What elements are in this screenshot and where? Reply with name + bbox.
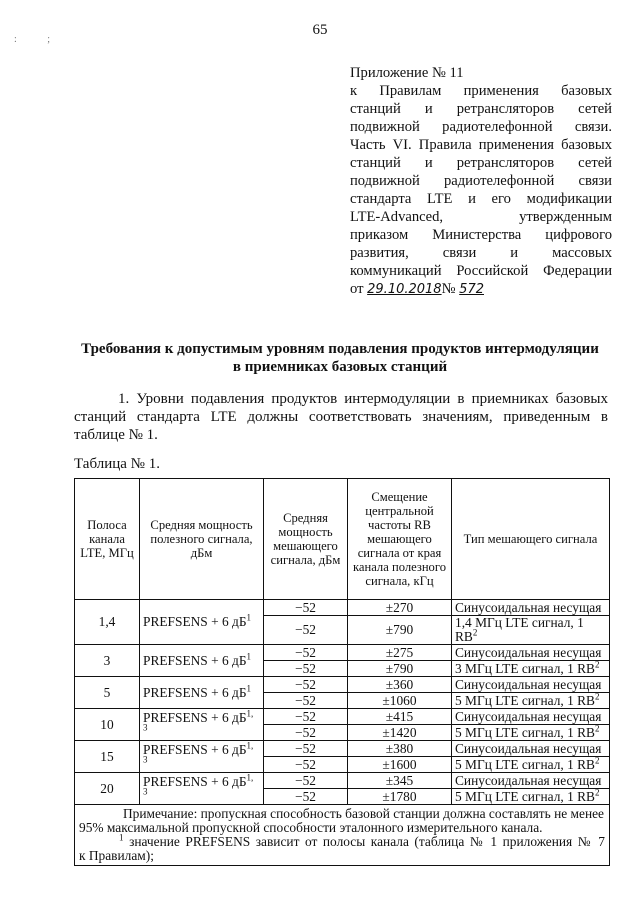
table-row bbox=[75, 645, 610, 661]
interferer-level-cell: −52 bbox=[264, 741, 348, 757]
offset-cell: ±1060 bbox=[348, 693, 452, 709]
signal-type-footnote-marker: 2 bbox=[594, 787, 600, 798]
signal-type-footnote-marker: 2 bbox=[472, 627, 478, 638]
appendix-line: стандарта LTE и его модификации bbox=[350, 191, 612, 207]
table-header-row bbox=[75, 479, 610, 600]
offset-cell: ±790 bbox=[348, 616, 452, 645]
signal-type-footnote-marker: 2 bbox=[594, 723, 600, 734]
body-paragraph bbox=[74, 390, 608, 444]
signal-type-text: Синусоидальная несущая bbox=[455, 740, 602, 756]
header-cell: Средняя мощность мешающего сигнала, дБм bbox=[264, 479, 348, 600]
table-row bbox=[75, 741, 610, 757]
paragraph-first-line: 1. Уровни подавления продуктов интермодуляции в приемниках базовых bbox=[118, 391, 608, 407]
appendix-line: к Правилам применения базовых bbox=[350, 83, 612, 99]
table-row bbox=[75, 773, 610, 789]
power-footnote-marker: 1 bbox=[246, 683, 252, 694]
signal-type-cell bbox=[452, 661, 610, 677]
appendix-block bbox=[350, 64, 612, 299]
signal-type-text: Синусоидальная несущая bbox=[455, 772, 602, 788]
signal-type-cell bbox=[452, 677, 610, 693]
document-heading bbox=[70, 340, 610, 376]
heading-line: в приемниках базовых станций bbox=[232, 359, 448, 375]
power-cell bbox=[140, 709, 264, 741]
power-text: PREFSENS + 6 дБ bbox=[143, 614, 247, 629]
signal-type-cell bbox=[452, 616, 610, 645]
footnote-text: значение PREFSENS зависит от полосы канала (таблица № 1 приложения № 7 bbox=[129, 834, 605, 849]
offset-cell: ±270 bbox=[348, 600, 452, 616]
power-footnote-marker: 1, 3 bbox=[143, 740, 254, 765]
power-cell bbox=[140, 741, 264, 773]
signal-type-footnote-marker: 2 bbox=[594, 659, 600, 670]
signal-type-text: 1,4 МГц LTE сигнал, 1 RB bbox=[455, 615, 584, 644]
appendix-line: станций и ретрансляторов сетей bbox=[350, 101, 612, 117]
offset-cell: ±360 bbox=[348, 677, 452, 693]
signal-type-text: Синусоидальная несущая bbox=[455, 676, 602, 692]
offset-cell: ±415 bbox=[348, 709, 452, 725]
appendix-date-line bbox=[350, 280, 612, 299]
offset-cell: ±1780 bbox=[348, 789, 452, 805]
from-label: от bbox=[350, 281, 364, 297]
offset-cell: ±345 bbox=[348, 773, 452, 789]
power-cell bbox=[140, 600, 264, 645]
interferer-level-cell: −52 bbox=[264, 709, 348, 725]
signal-type-cell bbox=[452, 725, 610, 741]
power-cell bbox=[140, 645, 264, 677]
band-cell: 1,4 bbox=[75, 600, 140, 645]
signal-type-text: Синусоидальная несущая bbox=[455, 644, 602, 660]
signal-type-text: 5 МГц LTE сигнал, 1 RB bbox=[455, 692, 595, 708]
signal-type-text: 5 МГц LTE сигнал, 1 RB bbox=[455, 788, 595, 804]
scan-marks: : ; bbox=[14, 34, 65, 45]
appendix-line: коммуникаций Российской Федерации bbox=[350, 263, 612, 279]
power-cell bbox=[140, 677, 264, 709]
appendix-line: LTE-Advanced, утвержденным bbox=[350, 209, 612, 225]
handwritten-date: 29.10.2018 bbox=[367, 282, 442, 297]
table-row bbox=[75, 600, 610, 616]
offset-cell: ±1600 bbox=[348, 757, 452, 773]
band-cell: 20 bbox=[75, 773, 140, 805]
interferer-level-cell: −52 bbox=[264, 645, 348, 661]
handwritten-number: 572 bbox=[459, 282, 484, 297]
offset-cell: ±790 bbox=[348, 661, 452, 677]
note-cell bbox=[75, 805, 610, 866]
interferer-level-cell: −52 bbox=[264, 677, 348, 693]
table-row bbox=[75, 677, 610, 693]
paragraph-rest: станций стандарта LTE должны соответствовать значениям, приведенным в таблице № 1. bbox=[74, 409, 608, 443]
power-footnote-marker: 1 bbox=[246, 651, 252, 662]
power-text: PREFSENS + 6 дБ bbox=[143, 652, 247, 668]
interferer-level-cell: −52 bbox=[264, 789, 348, 805]
appendix-line: Часть VI. Правила применения базовых bbox=[350, 137, 612, 153]
table-label: Таблица № 1. bbox=[74, 456, 160, 472]
interferer-level-cell: −52 bbox=[264, 757, 348, 773]
header-cell: Смещение центральной частоты RB мешающего сигнала от края канала полезного сигнала, кГц bbox=[348, 479, 452, 600]
note-row bbox=[75, 805, 610, 866]
appendix-line: подвижной радиотелефонной связи. bbox=[350, 119, 612, 135]
band-cell: 15 bbox=[75, 741, 140, 773]
footnote-marker: 1 bbox=[119, 832, 124, 843]
power-cell bbox=[140, 773, 264, 805]
power-footnote-marker: 1, 3 bbox=[143, 772, 254, 797]
header-cell: Полоса канала LTE, МГц bbox=[75, 479, 140, 600]
appendix-line: приказом Министерства цифрового bbox=[350, 227, 612, 243]
power-text: PREFSENS + 6 дБ bbox=[143, 709, 247, 725]
appendix-title: Приложение № 11 bbox=[350, 65, 464, 81]
interferer-level-cell: −52 bbox=[264, 661, 348, 677]
signal-type-cell bbox=[452, 693, 610, 709]
signal-type-cell bbox=[452, 741, 610, 757]
appendix-line: развития, связи и массовых bbox=[350, 245, 612, 261]
power-text: PREFSENS + 6 дБ bbox=[143, 741, 247, 757]
signal-type-text: 5 МГц LTE сигнал, 1 RB bbox=[455, 724, 595, 740]
power-text: PREFSENS + 6 дБ bbox=[143, 684, 247, 700]
interferer-level-cell: −52 bbox=[264, 773, 348, 789]
signal-type-cell bbox=[452, 709, 610, 725]
footnote-1 bbox=[79, 832, 605, 849]
band-cell: 3 bbox=[75, 645, 140, 677]
note-line: 95% максимальной пропускной способности эталонного измерительного канала. bbox=[79, 820, 543, 835]
signal-type-text: Синусоидальная несущая bbox=[455, 599, 602, 615]
table-row bbox=[75, 709, 610, 725]
signal-type-cell bbox=[452, 773, 610, 789]
number-sign: № bbox=[441, 281, 456, 297]
power-footnote-marker: 1, 3 bbox=[143, 708, 254, 733]
signal-type-cell bbox=[452, 645, 610, 661]
band-cell: 5 bbox=[75, 677, 140, 709]
interferer-level-cell: −52 bbox=[264, 725, 348, 741]
signal-type-footnote-marker: 2 bbox=[594, 755, 600, 766]
interferer-level-cell: −52 bbox=[264, 616, 348, 645]
offset-cell: ±1420 bbox=[348, 725, 452, 741]
offset-cell: ±380 bbox=[348, 741, 452, 757]
footnote-continuation: к Правилам); bbox=[79, 848, 154, 863]
power-footnote-marker: 1 bbox=[246, 612, 252, 623]
signal-type-cell bbox=[452, 789, 610, 805]
heading-line: Требования к допустимым уровням подавления продуктов интермодуляции bbox=[81, 341, 599, 357]
signal-type-text: Синусоидальная несущая bbox=[455, 708, 602, 724]
appendix-line: подвижной радиотелефонной связи bbox=[350, 173, 612, 189]
signal-type-text: 5 МГц LTE сигнал, 1 RB bbox=[455, 756, 595, 772]
requirements-table bbox=[74, 478, 610, 866]
signal-type-cell bbox=[452, 600, 610, 616]
note-line: Примечание: пропускная способность базовой станции должна составлять не менее bbox=[123, 806, 604, 821]
appendix-line: станций и ретрансляторов сетей bbox=[350, 155, 612, 171]
interferer-level-cell: −52 bbox=[264, 600, 348, 616]
header-cell: Средняя мощность полезного сигнала, дБм bbox=[140, 479, 264, 600]
header-cell: Тип мешающего сигнала bbox=[452, 479, 610, 600]
signal-type-footnote-marker: 2 bbox=[594, 691, 600, 702]
signal-type-text: 3 МГц LTE сигнал, 1 RB bbox=[455, 660, 595, 676]
page-number: 65 bbox=[312, 22, 328, 38]
offset-cell: ±275 bbox=[348, 645, 452, 661]
power-text: PREFSENS + 6 дБ bbox=[143, 773, 247, 789]
band-cell: 10 bbox=[75, 709, 140, 741]
signal-type-cell bbox=[452, 757, 610, 773]
interferer-level-cell: −52 bbox=[264, 693, 348, 709]
